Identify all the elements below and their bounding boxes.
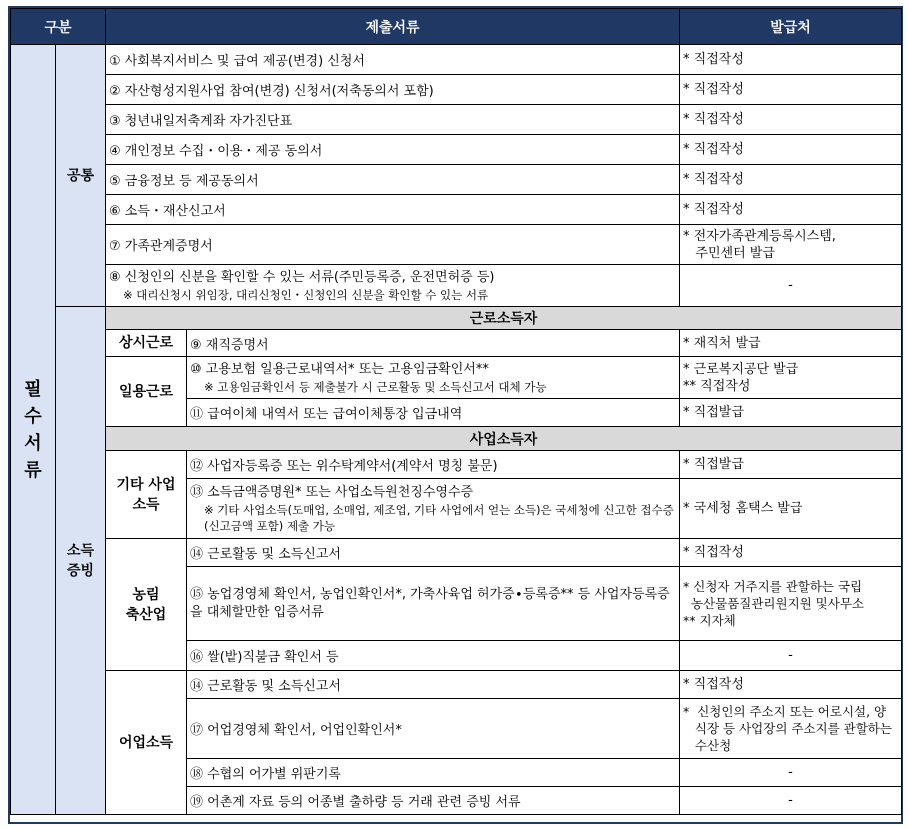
subcategory-daily: 일용근로 — [106, 357, 187, 427]
doc-cell: ⑱ 수협의 어가별 위판기록 — [187, 759, 680, 787]
issuer-cell: * 전자가족관계등록시스템, 주민센터 발급 — [680, 225, 902, 265]
table-row — [11, 357, 902, 399]
doc-cell: ① 사회복지서비스 및 급여 제공(변경) 신청서 — [106, 45, 680, 75]
table-row — [11, 671, 902, 699]
section-labor-income: 근로소득자 — [106, 307, 902, 330]
issuer-cell: - — [680, 641, 902, 671]
subcategory-agriculture: 농림 축산업 — [106, 539, 187, 671]
header-issuer: 발급처 — [680, 9, 902, 45]
category-common: 공통 — [56, 45, 106, 307]
issuer-cell: * 직접작성 — [680, 45, 902, 75]
subcategory-fishery: 어업소득 — [106, 671, 187, 815]
issuer-cell: * 직접발급 — [680, 399, 902, 427]
doc-cell: ⑭ 근로활동 및 소득신고서 — [187, 539, 680, 567]
issuer-cell: * 재직처 발급 — [680, 330, 902, 357]
doc-cell: ④ 개인정보 수집・이용・제공 동의서 — [106, 135, 680, 165]
issuer-cell: * 신청자 거주지를 관할하는 국립 농산물품질관리원지원 및사무소 ** 지자체 — [680, 567, 902, 641]
table-row — [11, 45, 902, 75]
issuer-cell: * 직접작성 — [680, 195, 902, 225]
category-required: 필 수 서 류 — [11, 45, 56, 815]
doc-cell: ⑬ 소득금액증명원* 또는 사업소득원천징수영수증 ※ 기타 사업소득(도매업, 소매업, 제조업, 기타 사업에서 얻는 소득)은 국세청에 신고한 접수증(신고금액 포함) 제출 가능 — [187, 479, 680, 539]
doc-cell: ⑭ 근로활동 및 소득신고서 — [187, 671, 680, 699]
subcategory-other-business: 기타 사업 소득 — [106, 451, 187, 539]
section-business-income: 사업소득자 — [106, 427, 902, 451]
required-documents-table-wrap — [8, 6, 903, 824]
issuer-cell: * 직접발급 — [680, 451, 902, 479]
issuer-cell: * 직접작성 — [680, 75, 902, 105]
doc-cell: ⑩ 고용보험 일용근로내역서* 또는 고용임금확인서** ※ 고용임금확인서 등 제출불가 시 근로활동 및 소득신고서 대체 가능 — [187, 357, 680, 399]
doc-cell: ⑦ 가족관계증명서 — [106, 225, 680, 265]
doc-cell: ⑧ 신청인의 신분을 확인할 수 있는 서류(주민등록증, 운전면허증 등) ※ 대리신청시 위임장, 대리신청인・신청인의 신분을 확인할 수 있는 서류 — [106, 265, 680, 307]
table-row — [11, 165, 902, 195]
issuer-cell: * 직접작성 — [680, 105, 902, 135]
doc-cell: ⑨ 재직증명서 — [187, 330, 680, 357]
table-row — [11, 265, 902, 307]
issuer-cell: - — [680, 265, 902, 307]
doc-cell: ⑫ 사업자등록증 또는 위수탁계약서(계약서 명칭 불문) — [187, 451, 680, 479]
issuer-cell: * 직접작성 — [680, 539, 902, 567]
table-row — [11, 135, 902, 165]
table-row — [11, 451, 902, 479]
required-documents-table — [10, 8, 902, 815]
doc-cell: ③ 청년내일저축계좌 자가진단표 — [106, 105, 680, 135]
table-row — [11, 195, 902, 225]
table-row — [11, 539, 902, 567]
doc-cell: ⑯ 쌀(밭)직불금 확인서 등 — [187, 641, 680, 671]
doc-cell: ⑤ 금융정보 등 제공동의서 — [106, 165, 680, 195]
table-row — [11, 330, 902, 357]
issuer-cell: * 직접작성 — [680, 165, 902, 195]
issuer-cell: - — [680, 759, 902, 787]
issuer-cell: * 직접작성 — [680, 135, 902, 165]
issuer-cell: - — [680, 787, 902, 815]
header-category: 구분 — [11, 9, 106, 45]
section-row — [11, 427, 902, 451]
table-row — [11, 75, 902, 105]
header-row — [11, 9, 902, 45]
doc-cell: ⑥ 소득・재산신고서 — [106, 195, 680, 225]
section-row — [11, 307, 902, 330]
doc-cell: ② 자산형성지원사업 참여(변경) 신청서(저축동의서 포함) — [106, 75, 680, 105]
issuer-cell: * 근로복지공단 발급 ** 직접작성 — [680, 357, 902, 399]
table-row — [11, 105, 902, 135]
issuer-cell: * 신청인의 주소지 또는 어로시설, 양 식장 등 사업장의 주소지를 관할하는 수산청 — [680, 699, 902, 759]
doc-cell: ⑮ 농업경영체 확인서, 농업인확인서*, 가축사육업 허가증∙등록증** 등 사업자등록증을 대체할만한 입증서류 — [187, 567, 680, 641]
table-row — [11, 225, 902, 265]
issuer-cell: * 직접작성 — [680, 671, 902, 699]
doc-cell: ⑰ 어업경영체 확인서, 어업인확인서* — [187, 699, 680, 759]
doc-cell: ⑪ 급여이체 내역서 또는 급여이체통장 입금내역 — [187, 399, 680, 427]
doc-cell: ⑲ 어촌계 자료 등의 어종별 출하량 등 거래 관련 증빙 서류 — [187, 787, 680, 815]
header-documents: 제출서류 — [106, 9, 680, 45]
issuer-cell: * 국세청 홈택스 발급 — [680, 479, 902, 539]
subcategory-regular: 상시근로 — [106, 330, 187, 357]
category-income-proof: 소득 증빙 — [56, 307, 106, 815]
